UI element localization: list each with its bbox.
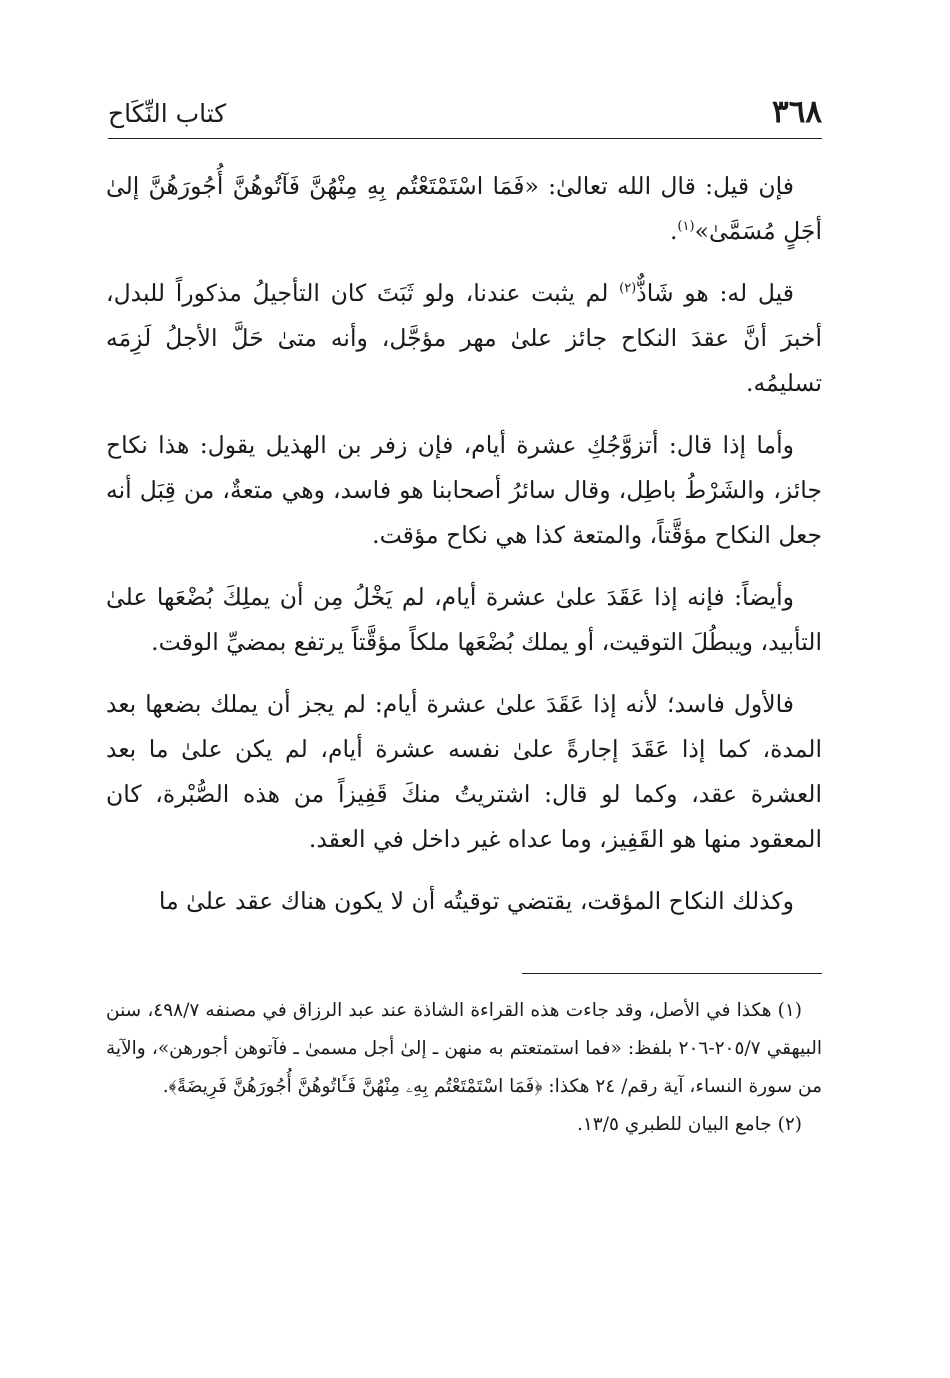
paragraph: وأيضاً: فإنه إذا عَقَدَ علىٰ عشرة أيام، لم يَخْلُ مِن أن يملِكَ بُضْعَها علىٰ التأبيد، ويبطُلَ التوقيت، أو يملك بُضْعَها ملكاً مؤقَّتاً يرتفع بمضيِّ الوقت. [106, 583, 822, 656]
page-number: ٣٦٨ [772, 94, 822, 130]
footnotes [106, 992, 822, 1144]
footnote-reference: (١) [677, 219, 695, 235]
footnote: (٢) جامع البيان للطبري ١٣/٥. [576, 1114, 802, 1135]
paragraph [106, 271, 822, 406]
paragraph-text: . [669, 217, 678, 245]
paragraph-text: قيل له: هو شَاذٌّ [636, 279, 794, 307]
footnote-reference: (٢) [619, 281, 637, 297]
footnote-divider [522, 973, 822, 974]
running-title: كتاب النِّكَاح [108, 99, 227, 128]
main-text [106, 164, 822, 941]
paragraph: وكذلك النكاح المؤقت، يقتضي توقيتُه أن لا يكون هناك عقد علىٰ ما [158, 887, 794, 915]
paragraph [106, 164, 822, 254]
paragraph: فالأول فاسد؛ لأنه إذا عَقَدَ علىٰ عشرة أيام: لم يجز أن يملك بضعها بعد المدة، كما إذا عَقَدَ إجارةً علىٰ نفسه عشرة أيام، لم يكن علىٰ ما بعد العشرة عقد، وكما لو قال: اشتريتُ منكَ قَفِيزاً من هذه الصُّبْرة، كان المعقود منها هو القَفِيز، وما عداه غير داخل في العقد. [106, 690, 822, 853]
page-header [108, 92, 822, 139]
paragraph-text: فإن قيل: قال الله تعالىٰ: «فَمَا اسْتَمْتَعْتُم بِهِ مِنْهُنَّ فَآتُوهُنَّ أُجُورَهُنَّ إلىٰ أجَلٍ مُسَمَّىٰ» [106, 172, 822, 245]
footnote: (١) هكذا في الأصل، وقد جاءت هذه القراءة الشاذة عند عبد الرزاق في مصنفه ٤٩٨/٧، سنن البيهقي ٢٠٥/٧-٢٠٦ بلفظ: «فما استمتعتم به منهن ـ إلىٰ أجل مسمىٰ ـ فآتوهن أجورهن»، والآية من سورة النساء، آية رقم/ ٢٤ هكذا: ﴿فَمَا اسْتَمْتَعْتُم بِهِۦ مِنْهُنَّ فَـَٔاتُوهُنَّ أُجُورَهُنَّ فَرِيضَةً﴾. [106, 1000, 822, 1097]
paragraph: وأما إذا قال: أتزوَّجُكِ عشرة أيام، فإن زفر بن الهذيل يقول: هذا نكاح جائز، والشَرْطُ باطِل، وقال سائرُ أصحابنا هو فاسد، وهي متعةٌ، من قِبَل أنه جعل النكاح مؤقَّتاً، والمتعة كذا هي نكاح مؤقت. [106, 431, 822, 549]
paragraph-text: لم يثبت عندنا، ولو ثَبَتَ كان التأجيلُ مذكوراً للبدل، أخبرَ أنَّ عقدَ النكاح جائز علىٰ مهر مؤجَّل، وأنه متىٰ حَلَّ الأجلُ لَزِمَه تسليمُه. [106, 279, 822, 397]
